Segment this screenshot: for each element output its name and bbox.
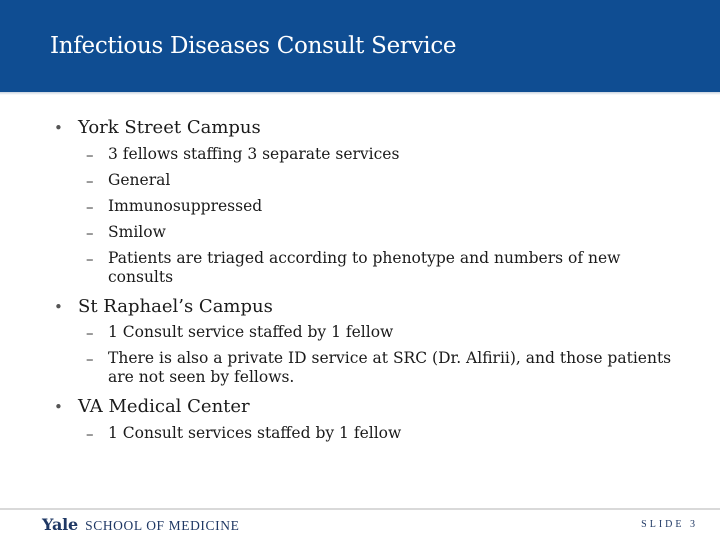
- dash-icon: –: [86, 198, 94, 216]
- dash-icon: –: [86, 324, 94, 342]
- list-item: Immunosuppressed: [108, 197, 263, 215]
- list-item: There is also a private ID service at SRC (Dr. Alfirii), and those patients are not seen by fellows.: [108, 349, 672, 386]
- bullet-icon: •: [54, 298, 63, 316]
- list-item: 1 Consult service staffed by 1 fellow: [108, 323, 394, 341]
- dash-icon: –: [86, 224, 94, 242]
- dash-icon: –: [86, 250, 94, 268]
- section-heading-st-raphaels: St Raphael’s Campus: [78, 296, 273, 317]
- list-item: 1 Consult services staffed by 1 fellow: [108, 424, 402, 442]
- list-item: 3 fellows staffing 3 separate services: [108, 145, 400, 163]
- section-heading-va: VA Medical Center: [78, 396, 250, 417]
- dash-icon: –: [86, 350, 94, 368]
- list-item: Smilow: [108, 223, 166, 241]
- list-item: Patients are triaged according to phenotype and numbers of new consults: [108, 249, 621, 286]
- dash-icon: –: [86, 146, 94, 164]
- list-item: General: [108, 171, 171, 189]
- bullet-icon: •: [54, 398, 63, 416]
- yale-logo: [42, 515, 239, 534]
- title-bar: [0, 0, 720, 92]
- slide-number: SLIDE 3: [641, 519, 698, 530]
- dash-icon: –: [86, 172, 94, 190]
- bullet-icon: •: [54, 119, 63, 137]
- logo-yale-text: Yale: [42, 515, 79, 534]
- footer-divider: [0, 508, 720, 510]
- dash-icon: –: [86, 425, 94, 443]
- section-heading-york: York Street Campus: [78, 117, 261, 138]
- slide-title: Infectious Diseases Consult Service: [50, 33, 457, 59]
- title-bar-shadow: [0, 92, 720, 95]
- logo-school-text: SCHOOL OF MEDICINE: [85, 518, 240, 533]
